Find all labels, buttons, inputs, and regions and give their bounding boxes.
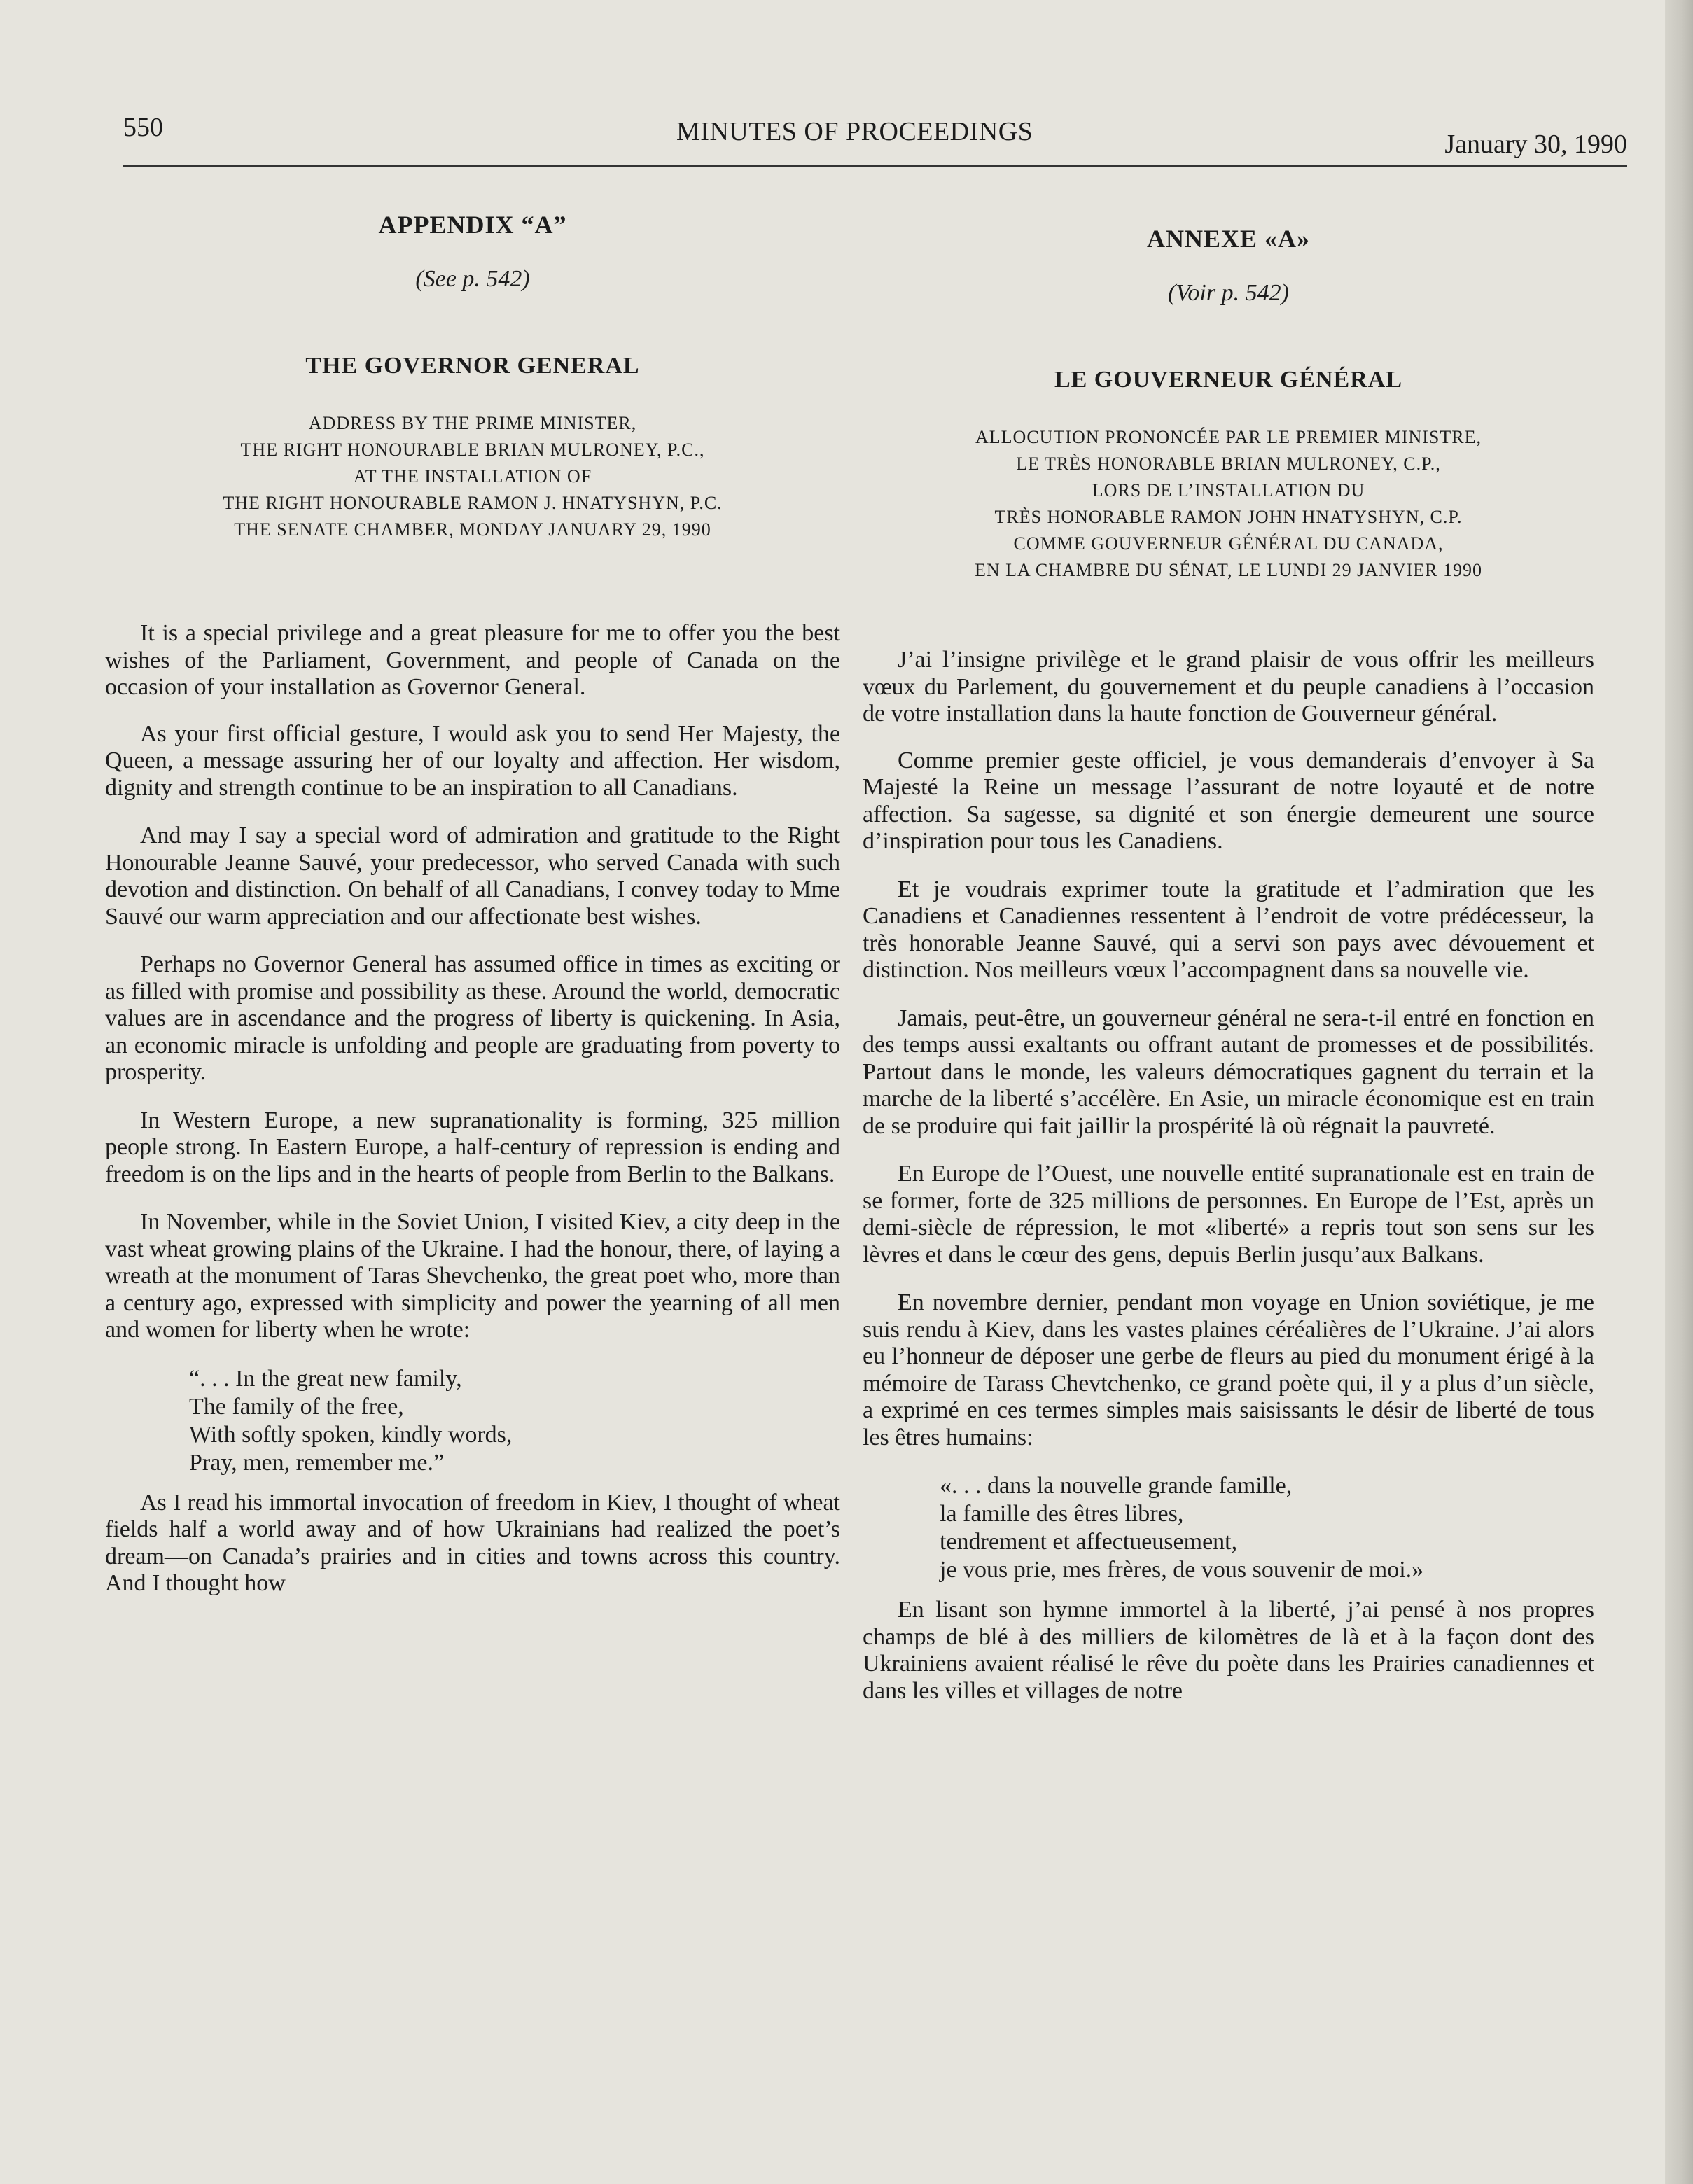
poem-quote <box>863 1472 1594 1584</box>
poem-line: “. . . In the great new family, <box>189 1365 462 1392</box>
poem-line: «. . . dans la nouvelle grande famille, <box>940 1473 1293 1499</box>
speech-body <box>863 647 1594 1704</box>
address-line: TRÈS HONORABLE RAMON JOHN HNATYSHYN, C.P. <box>994 507 1463 527</box>
address-line: LE TRÈS HONORABLE BRIAN MULRONEY, C.P., <box>1016 454 1441 474</box>
paragraph: En lisant son hymne immortel à la liberté, j’ai pensé à nos propres champs de blé à des milliers de kilomètres de là et à la façon dont des Ukrainiens avaient réalisé le rêve du poète dans les Prairies canadiennes et dans les villes et villages de notre <box>863 1597 1594 1704</box>
paragraph: In Western Europe, a new supranationality is forming, 325 million people strong. In Eastern Europe, a half-century of repression is ending and freedom is on the lips and in the hearts of people from Berlin to the Balkans. <box>105 1107 840 1187</box>
paragraph: En novembre dernier, pendant mon voyage en Union soviétique, je me suis rendu à Kiev, dans les vastes plaines céréalières de l’Ukraine. J’ai alors eu l’honneur de déposer une gerbe de fleurs au pied du monument érigé à la mémoire de Tarass Chevtchenko, ce grand poète qui, il y a plus d’un siècle, a exprimé en ces termes simples mais saisissants le désir de liberté de tous les êtres humains: <box>863 1289 1594 1450</box>
poem-line: With softly spoken, kindly words, <box>189 1421 513 1448</box>
english-column <box>105 203 840 1618</box>
address-line: THE SENATE CHAMBER, MONDAY JANUARY 29, 1990 <box>234 519 711 540</box>
appendix-title: ANNEXE «A» <box>1146 225 1310 253</box>
address-line: THE RIGHT HONOURABLE BRIAN MULRONEY, P.C., <box>240 440 705 460</box>
poem-line: je vous prie, mes frères, de vous souvenir de moi.» <box>940 1557 1424 1583</box>
running-title: MINUTES OF PROCEEDINGS <box>676 117 1033 146</box>
address-line: ALLOCUTION PRONONCÉE PAR LE PREMIER MINISTRE, <box>975 427 1482 447</box>
running-header <box>123 105 1627 168</box>
address-block <box>105 410 840 543</box>
poem-quote <box>105 1365 840 1477</box>
page-number: 550 <box>123 113 163 142</box>
appendix-title: APPENDIX “A” <box>378 211 567 239</box>
section-heading: LE GOUVERNEUR GÉNÉRAL <box>1054 367 1403 393</box>
running-date: January 30, 1990 <box>1444 130 1627 159</box>
section-heading: THE GOVERNOR GENERAL <box>305 353 640 379</box>
poem-line: Pray, men, remember me.” <box>189 1449 445 1476</box>
french-column <box>863 217 1594 1726</box>
paragraph: Et je voudrais exprimer toute la gratitude et l’admiration que les Canadiens et Canadiennes ressentent à l’endroit de votre prédécesseur, la très honorable Jeanne Sauvé, qui a servi son pays avec dévouement et distinction. Nos meilleurs vœux l’accompagnent dans sa nouvelle vie. <box>863 876 1594 983</box>
paragraph: Perhaps no Governor General has assumed office in times as exciting or as filled with promise and possibility as these. Around the world, democratic values are in ascendance and the progress of liberty is quickening. In Asia, an economic miracle is unfolding and people are graduating from poverty to prosperity. <box>105 951 840 1085</box>
address-line: THE RIGHT HONOURABLE RAMON J. HNATYSHYN, P.C. <box>223 493 723 513</box>
poem-line: tendrement et affectueusement, <box>940 1529 1238 1555</box>
poem-line: la famille des êtres libres, <box>940 1501 1184 1527</box>
paragraph: J’ai l’insigne privilège et le grand plaisir de vous offrir les meilleurs vœux du Parlement, du gouvernement et du peuple canadiens à l’occasion de votre installation dans la haute fonction de Gouverneur général. <box>863 647 1594 727</box>
speech-body <box>105 620 840 1597</box>
see-reference: (See p. 542) <box>415 266 530 292</box>
paragraph: As I read his immortal invocation of freedom in Kiev, I thought of wheat fields half a world away and of how Ukrainians had realized the poet’s dream—on Canada’s prairies and in cities and towns across this country. And I thought how <box>105 1489 840 1596</box>
paragraph: It is a special privilege and a great pleasure for me to offer you the best wishes of the Parliament, Government, and people of Canada on the occasion of your installation as Governor General. <box>105 620 840 700</box>
address-line: EN LA CHAMBRE DU SÉNAT, LE LUNDI 29 JANVIER 1990 <box>975 560 1482 580</box>
header-rule <box>123 165 1627 167</box>
address-line: AT THE INSTALLATION OF <box>353 466 592 486</box>
paragraph: As your first official gesture, I would ask you to send Her Majesty, the Queen, a message assuring her of our loyalty and affection. Her wisdom, dignity and strength continue to be an inspiration to all Canadians. <box>105 720 840 801</box>
paragraph: En Europe de l’Ouest, une nouvelle entité supranationale est en train de se former, forte de 325 millions de personnes. En Europe de l’Est, après un demi-siècle de répression, le mot «liberté» a repris tout son sens sur les lèvres et dans le cœur des gens, depuis Berlin jusqu’aux Balkans. <box>863 1161 1594 1268</box>
address-line: LORS DE L’INSTALLATION DU <box>1092 480 1365 500</box>
address-block <box>863 424 1594 584</box>
address-line: COMME GOUVERNEUR GÉNÉRAL DU CANADA, <box>1013 533 1444 554</box>
paragraph: Jamais, peut-être, un gouverneur général ne sera-t-il entré en fonction en des temps aussi exaltants ou offrant autant de promesses et de possibilités. Partout dans le monde, les valeurs démocratiques gagnent du terrain et la marche de la liberté s’accélère. En Asie, un miracle économique est en train de se produire qui fait jaillir la prospérité là où régnait la pauvreté. <box>863 1004 1594 1139</box>
poem-line: The family of the free, <box>189 1393 404 1420</box>
address-line: ADDRESS BY THE PRIME MINISTER, <box>308 413 637 433</box>
see-reference: (Voir p. 542) <box>1168 280 1289 306</box>
paragraph: In November, while in the Soviet Union, I visited Kiev, a city deep in the vast wheat growing plains of the Ukraine. I had the honour, there, of laying a wreath at the monument of Taras Shevchenko, the great poet who, more than a century ago, expressed with simplicity and power the yearning of all men and women for liberty when he wrote: <box>105 1209 840 1343</box>
paragraph: And may I say a special word of admiration and gratitude to the Right Honourable Jeanne Sauvé, your predecessor, who served Canada with such devotion and distinction. On behalf of all Canadians, I convey today to Mme Sauvé our warm appreciation and our affectionate best wishes. <box>105 822 840 930</box>
page-edge <box>1665 0 1693 2184</box>
paragraph: Comme premier geste officiel, je vous demanderais d’envoyer à Sa Majesté la Reine un message l’assurant de notre loyauté et de notre affection. Sa sagesse, sa dignité et son énergie demeurent une source d’inspiration pour tous les Canadiens. <box>863 747 1594 854</box>
